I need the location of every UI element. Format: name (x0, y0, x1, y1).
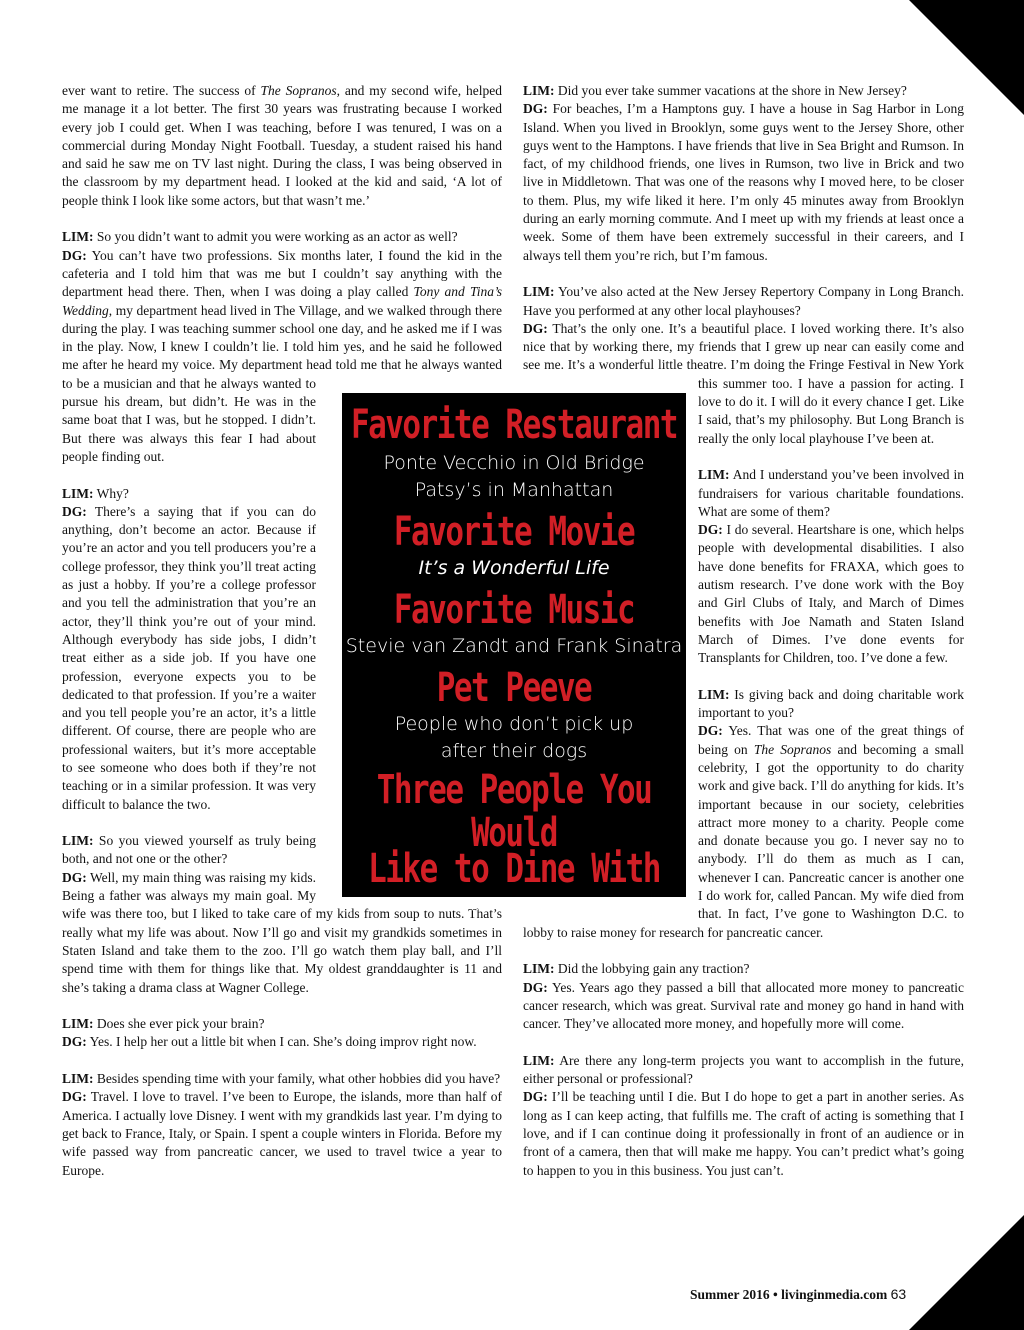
article-paragraph (62, 228, 502, 246)
speaker-label: LIM: (523, 284, 555, 300)
speaker-label: LIM: (62, 229, 94, 245)
article-text: You’ve also acted at the New Jersey Repertory Company in Long Branch. Have you performed at any other local playhouses? (523, 284, 964, 318)
article-text: , and my second wife, helped me manage it a lot better. The first 30 years was frustrating because I worked every job I could get. When I was teaching, before I was tenured, I was on a commercial during Monday Night Football. Tuesday, a student raised his hand and said he saw me on TV last night. During the class, I was being observed in the classroom by my department head. I looked at the kid and said, ‘A lot of people think I look like some actors, but that wasn’t me.’ (62, 83, 502, 208)
speaker-label: LIM: (523, 83, 555, 98)
issue-label: Summer 2016 (690, 1287, 770, 1302)
favorites-sidebar (342, 393, 686, 916)
article-text: The Sopranos (260, 83, 337, 98)
speaker-label: DG: (523, 101, 548, 117)
article-paragraph (62, 1070, 502, 1088)
article-text: Did the lobbying gain any traction? (554, 961, 750, 977)
speaker-label: DG: (62, 869, 87, 885)
sidebar-text: It’s a Wonderful Life (418, 557, 610, 579)
sidebar-text: Ponte Vecchio in Old Bridge (383, 452, 645, 474)
article-paragraph (523, 1052, 964, 1089)
article-text: Are there any long-term projects you want to accomplish in the future, either personal or professional? (523, 1052, 964, 1087)
article-text: Yes. I help her out a little bit when I can. She’s doing improv right now. (86, 1034, 477, 1050)
sidebar-text: after their dogs (440, 740, 588, 762)
article-text: I’ll be teaching until I die. But I do hope to get a part in another series. As long as I can keep acting, that fulfills me. The craft of acting is something that I love, and if I can continue doing it professionally in front of an audience or in front of a camera, then that will make me happy. You can’t predict what’s going to happen to you in this business. You just can’t. (523, 1089, 964, 1178)
article-text: So you didn’t want to admit you were working as an actor as well? (93, 229, 458, 245)
article-paragraph (523, 100, 964, 265)
speaker-label: DG: (523, 979, 548, 995)
article-paragraph (62, 1015, 502, 1033)
speaker-label: LIM: (62, 1016, 94, 1032)
speaker-label: LIM: (62, 485, 94, 501)
speaker-label: DG: (698, 522, 723, 538)
speaker-label: DG: (62, 1089, 87, 1105)
footer-separator: • (773, 1287, 778, 1302)
page-number: 63 (890, 1286, 907, 1302)
article-text: And I understand you’ve been involved in fundraisers for various charitable foundations. What are some of them? (698, 467, 964, 519)
article-paragraph (62, 1033, 502, 1051)
article-text: Besides spending time with your family, what other hobbies did you have? (93, 1071, 501, 1087)
speaker-label: DG: (698, 723, 723, 739)
sidebar-heading: Favorite Restaurant (350, 401, 678, 449)
page-footer (690, 1286, 906, 1303)
article-paragraph (62, 82, 502, 210)
speaker-label: DG: (62, 503, 87, 519)
speaker-label: LIM: (523, 1052, 555, 1068)
article-text: Is giving back and doing charitable work important to you? (698, 686, 964, 721)
article-text: ever want to retire. The success of (62, 83, 261, 98)
sidebar-heading: Pet Peeve (436, 664, 592, 712)
speaker-label: LIM: (698, 686, 730, 702)
sidebar-text: Jesus, Buddha, and the Dalai Lama (348, 894, 680, 916)
article-text: For beaches, I’m a Hamptons guy. I have a house in Sag Harbor in Long Island. When you lived in Brooklyn, some guys went to the Jersey Shore, other guys went to the Hamptons. I have friends that live in Sea Bright and Rumson. In fact, of my childhood friends, one lives in Rumson, two live in Brick and two live in Middletown. That was one of the reasons why I moved here, to be closer to them. Plus, my wife liked it here. I’m only 45 minutes away from Brooklyn during an early morning commute. And I meet up with my friends at least once a week. Some of them have been extremely successful in their careers, and I always tell them you’re rich, but I’m famous. (523, 101, 964, 263)
article-text: and becoming a small celebrity, I got the opportunity to do charity work and give back. I’ll do anything for kids. It’s important because in our society, celebrities attract more money to a charity. People come and donate because you go. I never say no to anybody. I’ll do them as much as I can, whenever I can. Pancreatic cancer is another one I do work for, called Pancan. My wife died from that. In fact, I’ve gone to Washington D.C. to lobby to raise money for research for pancreatic cancer. (523, 741, 965, 940)
speaker-label: DG: (62, 247, 87, 263)
article-paragraph (62, 1088, 502, 1179)
article-text: The Sopranos (753, 741, 832, 757)
sidebar-heading: Favorite Movie (393, 508, 635, 556)
sidebar-text: Patsy’s in Manhattan (414, 479, 614, 501)
sidebar-text: People who don’t pick up (394, 713, 634, 735)
sidebar-heading: Three People You Would (376, 766, 652, 857)
article-paragraph (523, 1088, 964, 1179)
article-text: Yes. That was one of the great things of being on (698, 723, 964, 757)
article-text: I do several. Heartshare is one, which helps people with developmental disabilities. I also have done benefits for FRAXA, which goes to autism research. I’ve done work with the Boy and Girl Clubs of Italy, and March of Dimes benefits with Joe Namath and Staten Island March of Dimes. I’ve done events for Transplants for Children, too. I’ve done a few. (698, 522, 964, 666)
article-paragraph (523, 979, 964, 1034)
speaker-label: DG: (523, 320, 548, 336)
article-text: That’s the only one. It’s a beautiful place. I loved working there. It’s also nice that by working there, my friends that I grew up near can easily come and see me. It’s a wonderful little theatre. I’m doing the Fringe Festival in New York this summer too. I have a passion for acting. I love to do it. I will do it every chance I get. Like I said, that’s my philosophy. But Long Branch is really the only local playhouse I’ve been at. (523, 320, 964, 446)
article-text: Yes. Years ago they passed a bill that allocated more money to pancreatic cancer research, which was great. Survival rate and money go hand in hand with cancer. They’ve allocated more money, and hopefully more will come. (523, 979, 964, 1032)
article-text: Why? (93, 485, 129, 501)
article-text: Does she ever pick your brain? (93, 1016, 265, 1032)
article-text: Travel. I love to travel. I’ve been to Europe, the islands, more than half of America. I actually love Disney. I went with my grandkids last year. I’m dying to get back to France, Italy, or Spain. I spent a couple winters in Florida. Before my wife passed way from pancreatic cancer, we used to travel twice a year to Europe. (62, 1089, 502, 1178)
speaker-label: LIM: (62, 1071, 94, 1087)
sidebar-heading: Like to Dine With (368, 845, 660, 893)
article-text: So you viewed yourself as truly being both, and not one or the other? (62, 833, 316, 867)
article-paragraph (523, 82, 964, 100)
corner-decoration-bottom (909, 1215, 1024, 1330)
site-label: livinginmedia.com (781, 1287, 888, 1302)
article-paragraph (523, 283, 964, 320)
speaker-label: DG: (523, 1089, 548, 1105)
speaker-label: LIM: (62, 833, 94, 849)
article-text: Tony and Tina’s Wedding (62, 284, 502, 318)
sidebar-text: Stevie van Zandt and Frank Sinatra (345, 635, 683, 657)
article-paragraph (523, 960, 964, 978)
speaker-label: DG: (62, 1034, 87, 1050)
article-text: Well, my main thing was raising my kids. Being a father was always my main goal. My wife was there too, but I liked to take care of my kids from soup to nuts. That’s really what my life was about. Now I’ll go and visit my grandkids sometimes in Staten Island and take them to the zoo. I’ll go watch them play ball, and I’ll spend time with them for things like that. My oldest granddaughter is 11 and she’s taking a drama class at Wagner College. (62, 869, 502, 995)
article-text: , my department head lived in The Village, and we walked through there during the play. I was teaching summer school one day, and he asked me if I was in the play. Now, I knew I couldn’t lie. I told him yes, and he said he followed me after he heard my voice. My department head told me that he always wanted to be a musician and that he always wanted to pursue his dream, but didn’t. He was in the same boat that I was, but he stopped. I didn’t. But there was always this fear I had about people finding out. (62, 302, 502, 464)
article-text: You can’t have two professions. Six months later, I found the kid in the cafeteria and I told him that was me but I couldn’t say anything with the department head there. Then, when I was doing a play called (62, 247, 502, 300)
speaker-label: LIM: (523, 961, 555, 977)
article-text: There’s a saying that if you can do anything, don’t become an actor. Because if you’re an actor and you tell producers you’re a college professor, they think you’ll treat acting as just a hobby. If you’re a college professor and you tell the administration that you’re an actor, they’ll think you’re out of your mind. Although everybody has side jobs, I didn’t treat either as a side job. If you have one profession, everyone expects you to be dedicated to that profession. If you’re a waiter and you tell people you’re an actor, it’s a little different. Of course, there are people who are professional waiters, but it’s more acceptable to see someone who does both if they’re not teaching or in a similar profession. It was very difficult to balance the two. (62, 503, 316, 812)
speaker-label: LIM: (698, 467, 730, 483)
sidebar-heading: Favorite Music (393, 586, 635, 634)
article-text: Did you ever take summer vacations at the shore in New Jersey? (554, 83, 907, 98)
